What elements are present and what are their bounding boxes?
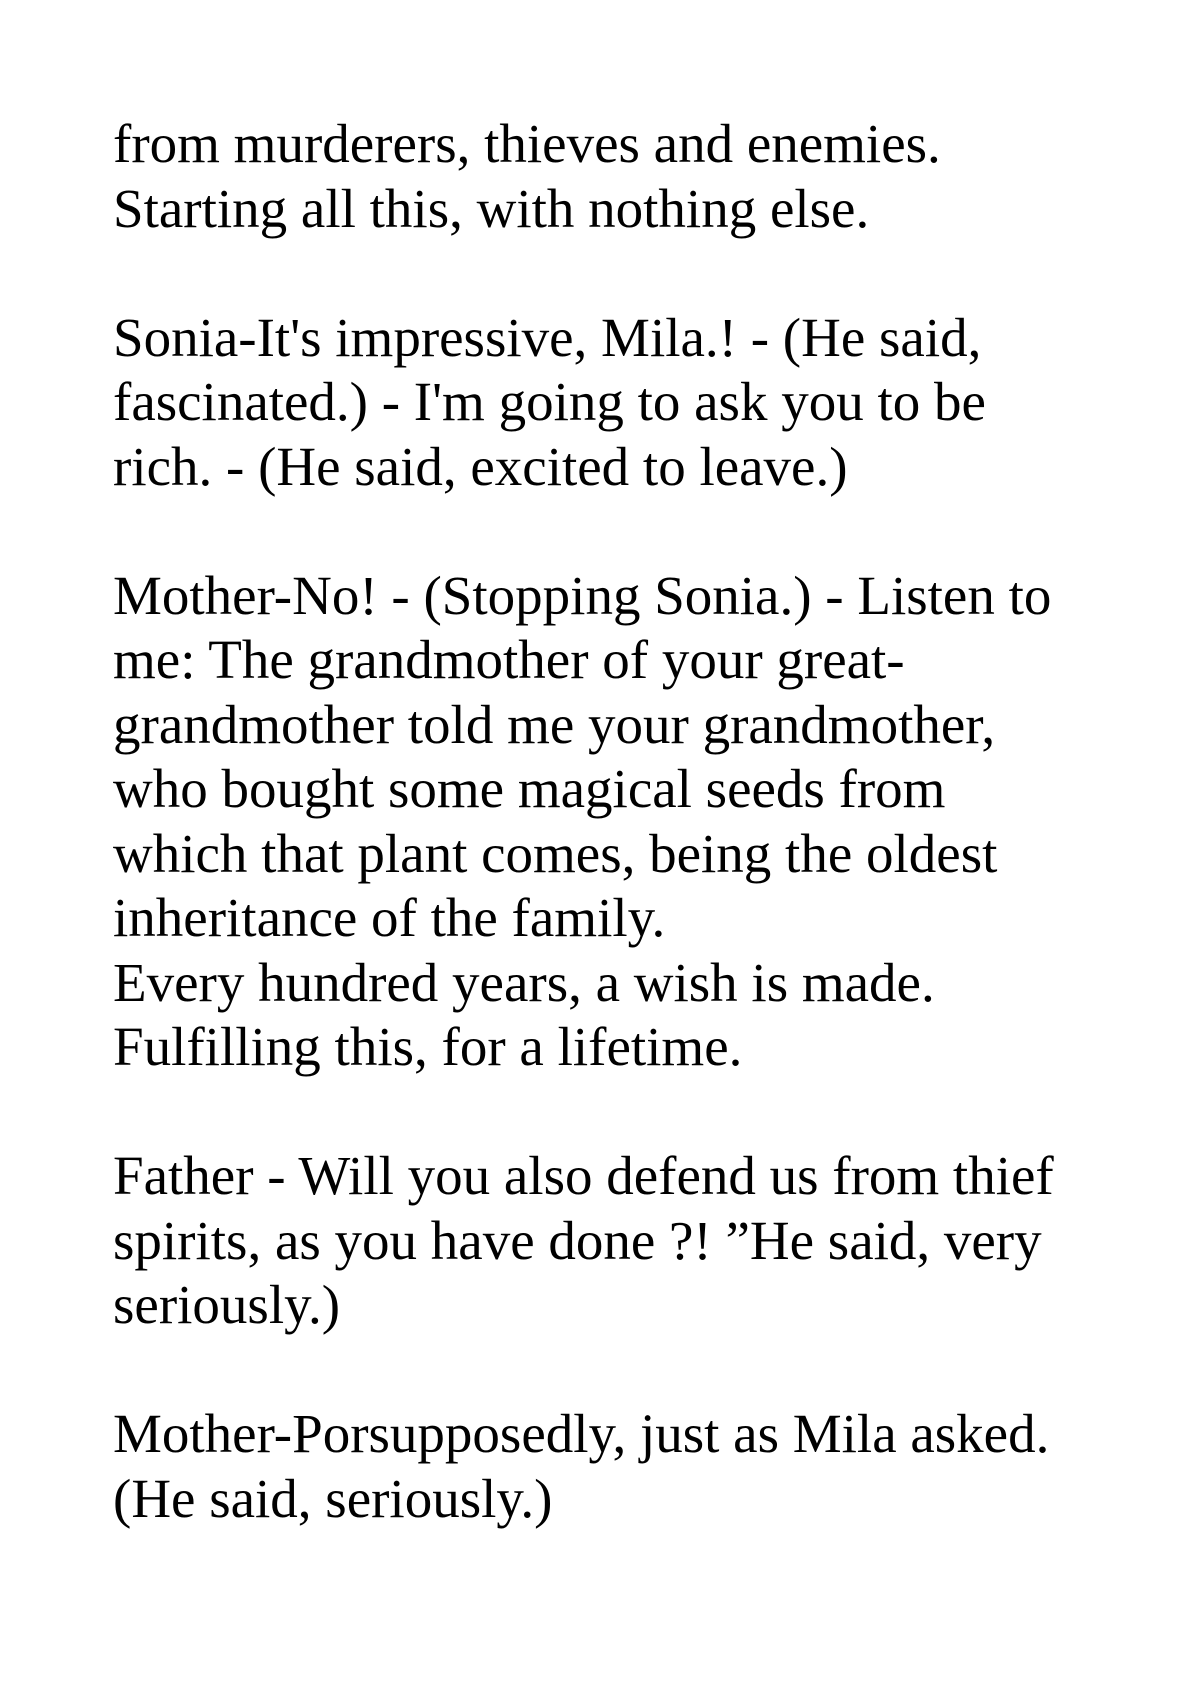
paragraph-spacer <box>113 241 1113 306</box>
text-line: who bought some magical seeds from <box>113 758 946 819</box>
paragraph-5 <box>113 1402 1113 1531</box>
paragraph-4 <box>113 1144 1113 1338</box>
text-line: from murderers, thieves and enemies. <box>113 113 941 174</box>
paragraph-2 <box>113 306 1113 500</box>
text-line: grandmother told me your grandmother, <box>113 693 996 755</box>
text-line: spirits, as you have done ?! ”He said, very <box>113 1209 1042 1271</box>
text-line: seriously.) <box>113 1274 341 1335</box>
text-line: Starting all this, with nothing else. <box>113 177 870 239</box>
text-line: me: The grandmother of your great- <box>113 629 905 690</box>
text-line: Fulfilling this, for a lifetime. <box>113 1016 743 1077</box>
text-line: which that plant comes, being the oldest <box>113 822 998 884</box>
body-text <box>113 112 1113 1531</box>
paragraph-spacer <box>113 1080 1113 1145</box>
paragraph-spacer <box>113 499 1113 564</box>
paragraph-3 <box>113 564 1113 1080</box>
text-line: fascinated.) - I'm going to ask you to be <box>113 371 986 432</box>
text-line: Mother-No! - (Stopping Sonia.) - Listen to <box>113 564 1052 626</box>
text-line: Father - Will you also defend us from thief <box>113 1145 1054 1206</box>
text-line: Sonia-It's impressive, Mila.! - (He said, <box>113 306 982 368</box>
text-line: Mother-Porsupposedly, just as Mila asked. <box>113 1403 1050 1464</box>
paragraph-1 <box>113 112 1113 241</box>
text-line: inheritance of the family. <box>113 887 666 948</box>
paragraph-spacer <box>113 1338 1113 1403</box>
text-line: rich. - (He said, excited to leave.) <box>113 435 848 497</box>
text-line: (He said, seriously.) <box>113 1467 553 1529</box>
text-line: Every hundred years, a wish is made. <box>113 951 935 1013</box>
